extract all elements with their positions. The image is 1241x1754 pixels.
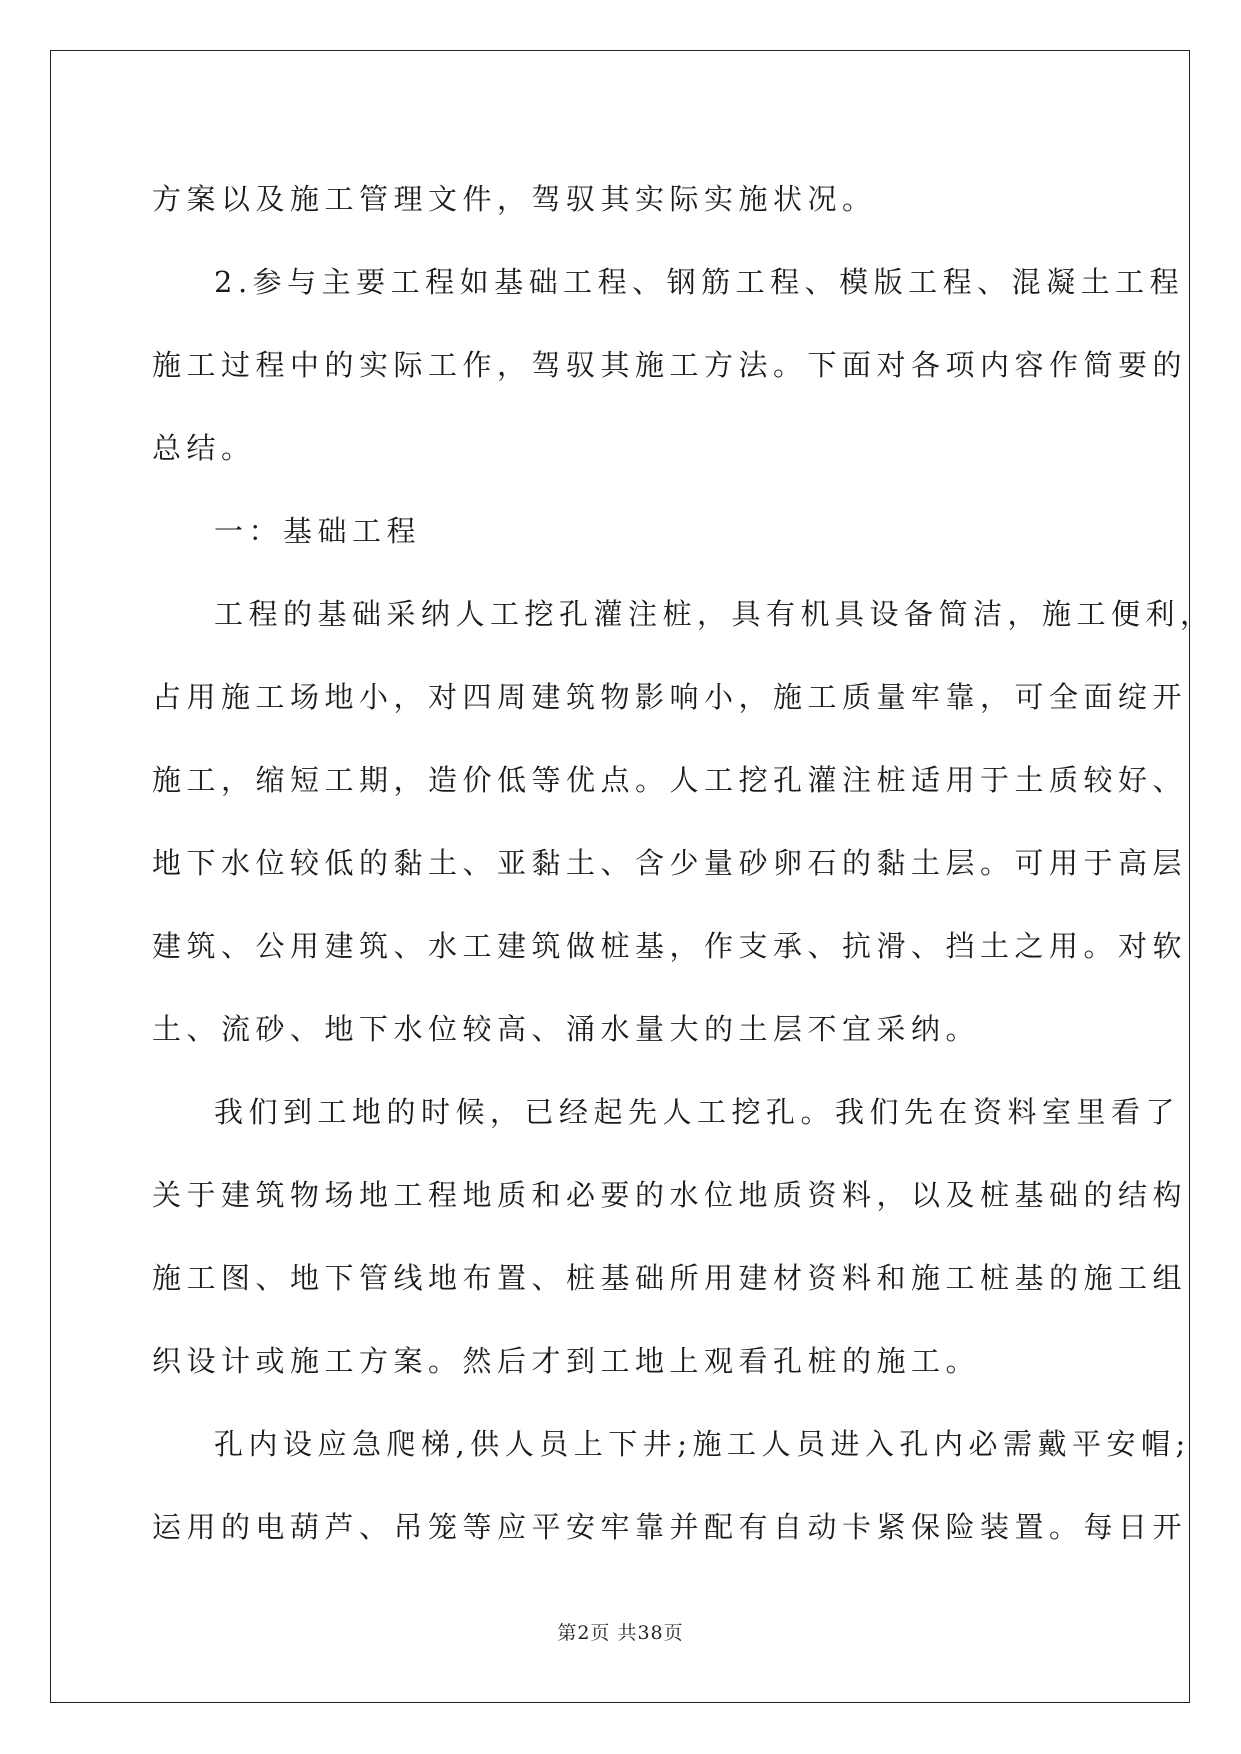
text-line-10: 建筑、公用建筑、水工建筑做桩基，作支承、抗滑、挡土之用。对软 — [152, 929, 1188, 963]
text-line-15: 织设计或施工方案。然后才到工地上观看孔桩的施工。 — [152, 1344, 981, 1378]
text-line-6: 工程的基础采纳人工挖孔灌注桩，具有机具设备简洁，施工便利， — [214, 597, 1215, 631]
text-line-17: 运用的电葫芦、吊笼等应平安牢靠并配有自动卡紧保险装置。每日开 — [152, 1510, 1188, 1544]
text-line-7: 占用施工场地小，对四周建筑物影响小，施工质量牢靠，可全面绽开 — [152, 680, 1188, 714]
text-line-13: 关于建筑物场地工程地质和必要的水位地质资料，以及桩基础的结构 — [152, 1178, 1188, 1212]
text-line-9: 地下水位较低的黏土、亚黏土、含少量砂卵石的黏土层。可用于高层 — [152, 846, 1188, 880]
text-line-12: 我们到工地的时候，已经起先人工挖孔。我们先在资料室里看了 — [214, 1095, 1181, 1129]
text-line-11: 土、流砂、地下水位较高、涌水量大的土层不宜采纳。 — [152, 1012, 981, 1046]
text-line-4: 总结。 — [152, 431, 256, 465]
text-line-8: 施工，缩短工期，造价低等优点。人工挖孔灌注桩适用于土质较好、 — [152, 763, 1188, 797]
text-line-16: 孔内设应急爬梯,供人员上下井;施工人员进入孔内必需戴平安帽; — [214, 1427, 1191, 1461]
document-body — [152, 158, 1215, 1569]
text-line-14: 施工图、地下管线地布置、桩基础所用建材资料和施工桩基的施工组 — [152, 1261, 1188, 1295]
text-line-2: 2.参与主要工程如基础工程、钢筋工程、模版工程、混凝土工程 — [214, 265, 1185, 299]
text-line-1: 方案以及施工管理文件，驾驭其实际实施状况。 — [152, 182, 877, 216]
section-heading: 一：基础工程 — [214, 514, 422, 548]
page-footer: 第2页 共38页 — [557, 1622, 684, 1644]
text-line-3: 施工过程中的实际工作，驾驭其施工方法。下面对各项内容作简要的 — [152, 348, 1188, 382]
